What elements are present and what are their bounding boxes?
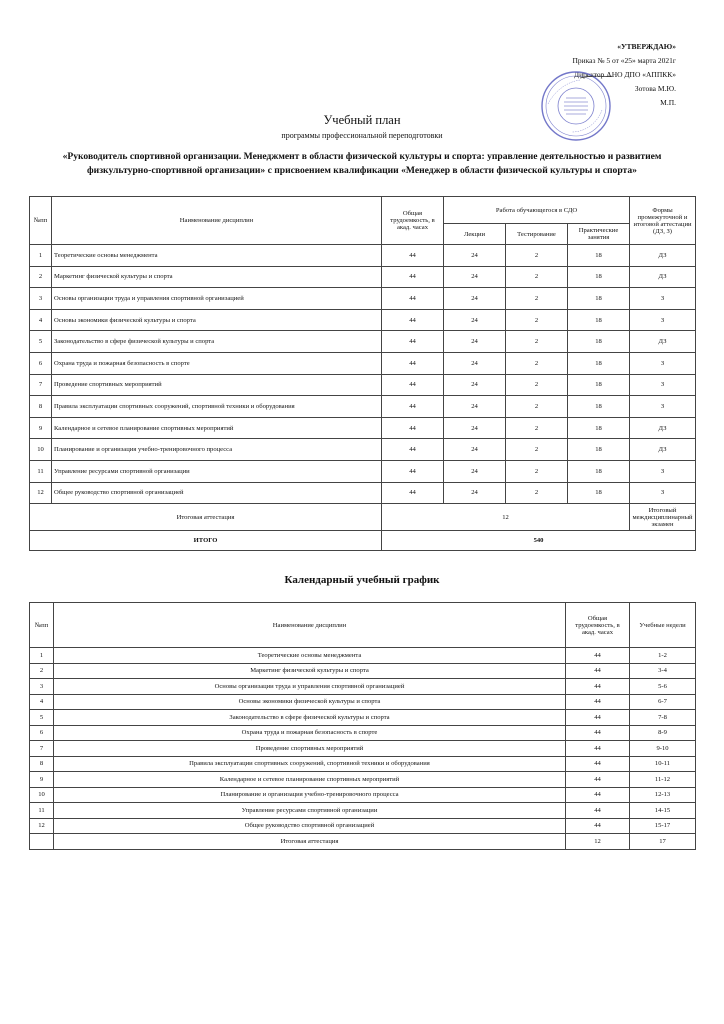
approval-heading: «УТВЕРЖДАЮ» [617,42,676,51]
row-form: ДЗ [630,439,696,461]
final-hours: 12 [382,504,630,531]
sched-row-discipline: Теоретические основы менеджмента [54,648,566,664]
sched-row-hours: 44 [566,803,630,819]
row-practice: 18 [568,245,630,267]
table-row [30,679,696,695]
table-row [30,331,696,353]
row-discipline: Календарное и сетевое планирование спортивных мероприятий [52,417,382,439]
row-discipline: Правила эксплуатации спортивных сооружений, спортивной техники и оборудования [52,396,382,418]
row-hours: 44 [382,352,444,374]
sched-row-hours: 44 [566,648,630,664]
row-discipline: Законодательство в сфере физической культуры и спорта [52,331,382,353]
row-discipline: Общее руководство спортивной организацией [52,482,382,504]
sched-final-row [30,834,696,850]
sched-row-num: 3 [30,679,54,695]
row-lectures: 24 [444,352,506,374]
sched-header-hours: Общая трудоемкость, в акад. часах [566,603,630,648]
row-lectures: 24 [444,460,506,482]
header-forms: Формы промежуточной и итоговой аттестации (ДЗ, З) [630,197,696,245]
table-row [30,694,696,710]
sched-row-weeks: 11-12 [630,772,696,788]
row-form: З [630,288,696,310]
row-num: 4 [30,309,52,331]
sched-row-weeks: 5-6 [630,679,696,695]
sched-header-name: Наименование дисциплин [54,603,566,648]
row-testing: 2 [506,396,568,418]
row-form: ДЗ [630,417,696,439]
final-form: Итоговый междисциплинарный экзамен [630,504,696,531]
table-row [30,772,696,788]
row-testing: 2 [506,352,568,374]
sched-row-num: 6 [30,725,54,741]
row-testing: 2 [506,245,568,267]
sched-row-num: 8 [30,756,54,772]
header-work: Работа обучающегося в СДО [444,197,630,224]
plan-subtitle: программы профессиональной переподготовки [281,131,443,140]
sched-row-hours: 44 [566,741,630,757]
sched-row-hours: 44 [566,663,630,679]
sched-row-weeks: 7-8 [630,710,696,726]
row-form: З [630,352,696,374]
sched-row-num: 10 [30,787,54,803]
row-practice: 18 [568,288,630,310]
row-num: 5 [30,331,52,353]
sched-header-weeks: Учебные недели [630,603,696,648]
row-discipline: Основы организации труда и управления спортивной организацией [52,288,382,310]
row-num: 11 [30,460,52,482]
row-hours: 44 [382,245,444,267]
table-row [30,482,696,504]
table-row [30,787,696,803]
schedule-title: Календарный учебный график [284,574,440,586]
table-row [30,710,696,726]
sched-row-discipline: Общее руководство спортивной организацией [54,818,566,834]
row-testing: 2 [506,288,568,310]
row-num: 1 [30,245,52,267]
approval-director: Директор АНО ДПО «АППКК» [573,70,676,79]
row-hours: 44 [382,396,444,418]
sched-final-label: Итоговая аттестация [54,834,566,850]
header-name: Наименование дисциплин [52,197,382,245]
row-discipline: Охрана труда и пожарная безопасность в спорте [52,352,382,374]
row-hours: 44 [382,482,444,504]
table-row [30,288,696,310]
sched-row-discipline: Основы экономики физической культуры и спорта [54,694,566,710]
sched-row-weeks: 1-2 [630,648,696,664]
row-discipline: Управление ресурсами спортивной организации [52,460,382,482]
table-row [30,439,696,461]
sched-row-num: 5 [30,710,54,726]
final-label: Итоговая аттестация [30,504,382,531]
row-form: З [630,309,696,331]
table-row [30,266,696,288]
table-row [30,741,696,757]
sched-row-hours: 44 [566,772,630,788]
sched-row-discipline: Планирование и организация учебно-тренировочного процесса [54,787,566,803]
row-discipline: Теоретические основы менеджмента [52,245,382,267]
sched-row-num: 4 [30,694,54,710]
row-hours: 44 [382,266,444,288]
sched-row-hours: 44 [566,694,630,710]
row-lectures: 24 [444,396,506,418]
row-num: 3 [30,288,52,310]
row-num: 7 [30,374,52,396]
row-form: ДЗ [630,266,696,288]
row-testing: 2 [506,331,568,353]
row-testing: 2 [506,460,568,482]
header-lectures: Лекции [444,224,506,245]
row-form: З [630,374,696,396]
final-attestation-row [30,504,696,531]
row-form: З [630,396,696,418]
sched-row-hours: 44 [566,756,630,772]
approval-name: Зотова М.Ю. [634,84,676,93]
row-num: 8 [30,396,52,418]
sched-row-num: 7 [30,741,54,757]
row-testing: 2 [506,374,568,396]
row-practice: 18 [568,460,630,482]
row-hours: 44 [382,417,444,439]
row-hours: 44 [382,331,444,353]
sched-row-num: 2 [30,663,54,679]
row-num: 6 [30,352,52,374]
row-discipline: Маркетинг физической культуры и спорта [52,266,382,288]
row-hours: 44 [382,374,444,396]
row-practice: 18 [568,482,630,504]
header-hours: Общая трудоемкость, в акад. часах [382,197,444,245]
sched-row-discipline: Маркетинг физической культуры и спорта [54,663,566,679]
row-hours: 44 [382,288,444,310]
sched-row-num: 1 [30,648,54,664]
sched-row-discipline: Календарное и сетевое планирование спортивных мероприятий [54,772,566,788]
row-form: З [630,460,696,482]
row-form: ДЗ [630,331,696,353]
table-row [30,725,696,741]
table-row [30,417,696,439]
row-lectures: 24 [444,266,506,288]
sched-header-num: №пп [30,603,54,648]
sched-row-discipline: Основы организации труда и управления спортивной организацией [54,679,566,695]
row-lectures: 24 [444,439,506,461]
row-discipline: Проведение спортивных мероприятий [52,374,382,396]
row-practice: 18 [568,374,630,396]
row-practice: 18 [568,352,630,374]
row-hours: 44 [382,460,444,482]
row-testing: 2 [506,482,568,504]
sched-row-discipline: Охрана труда и пожарная безопасность в спорте [54,725,566,741]
sched-row-weeks: 8-9 [630,725,696,741]
header-practice: Практические занятия [568,224,630,245]
sched-final-hours: 12 [566,834,630,850]
sched-row-discipline: Законодательство в сфере физической культуры и спорта [54,710,566,726]
sched-row-weeks: 14-15 [630,803,696,819]
row-practice: 18 [568,309,630,331]
program-name: «Руководитель спортивной организации. Менеджмент в области физической культуры и спорта: управление деятельностью и развитием физкультурно-спортивной организации» с присвоением квалификации «Менеджер в области физической культуры и спорта» [62,151,662,176]
row-num: 2 [30,266,52,288]
sched-row-num: 12 [30,818,54,834]
row-form: ДЗ [630,245,696,267]
total-label: ИТОГО [30,531,382,551]
row-lectures: 24 [444,331,506,353]
sched-row-hours: 44 [566,725,630,741]
total-row [30,531,696,551]
row-lectures: 24 [444,288,506,310]
sched-row-hours: 44 [566,679,630,695]
row-hours: 44 [382,439,444,461]
approval-seal-mark: М.П. [660,98,676,107]
row-num: 10 [30,439,52,461]
sched-row-discipline: Проведение спортивных мероприятий [54,741,566,757]
plan-title: Учебный план [323,113,401,127]
sched-row-weeks: 15-17 [630,818,696,834]
row-num: 12 [30,482,52,504]
sched-row-weeks: 10-11 [630,756,696,772]
table-row [30,460,696,482]
table-row [30,756,696,772]
row-form: З [630,482,696,504]
table-row [30,663,696,679]
row-testing: 2 [506,439,568,461]
sched-final-weeks: 17 [630,834,696,850]
sched-row-weeks: 3-4 [630,663,696,679]
sched-row-hours: 44 [566,787,630,803]
row-lectures: 24 [444,309,506,331]
row-testing: 2 [506,417,568,439]
header-num: №пп [30,197,52,245]
table-row [30,803,696,819]
row-practice: 18 [568,439,630,461]
sched-row-weeks: 6-7 [630,694,696,710]
study-plan-table [29,196,696,551]
row-practice: 18 [568,266,630,288]
table-row [30,309,696,331]
approval-order: Приказ № 5 от «25» марта 2021г [572,56,676,65]
row-discipline: Основы экономики физической культуры и спорта [52,309,382,331]
table-row [30,648,696,664]
sched-row-hours: 44 [566,710,630,726]
table-row [30,245,696,267]
schedule-table [29,602,696,850]
header-testing: Тестирование [506,224,568,245]
row-lectures: 24 [444,245,506,267]
sched-row-num: 9 [30,772,54,788]
table-row [30,374,696,396]
row-practice: 18 [568,396,630,418]
table-row [30,396,696,418]
row-num: 9 [30,417,52,439]
sched-row-weeks: 12-13 [630,787,696,803]
table-row [30,818,696,834]
row-practice: 18 [568,331,630,353]
sched-row-hours: 44 [566,818,630,834]
row-lectures: 24 [444,417,506,439]
row-lectures: 24 [444,482,506,504]
table-row [30,352,696,374]
sched-row-discipline: Управление ресурсами спортивной организации [54,803,566,819]
sched-row-weeks: 9-10 [630,741,696,757]
sched-row-discipline: Правила эксплуатации спортивных сооружений, спортивной техники и оборудования [54,756,566,772]
row-hours: 44 [382,309,444,331]
total-hours: 540 [382,531,696,551]
row-lectures: 24 [444,374,506,396]
sched-row-num: 11 [30,803,54,819]
row-testing: 2 [506,309,568,331]
row-discipline: Планирование и организация учебно-тренировочного процесса [52,439,382,461]
sched-final-num [30,834,54,850]
row-practice: 18 [568,417,630,439]
row-testing: 2 [506,266,568,288]
